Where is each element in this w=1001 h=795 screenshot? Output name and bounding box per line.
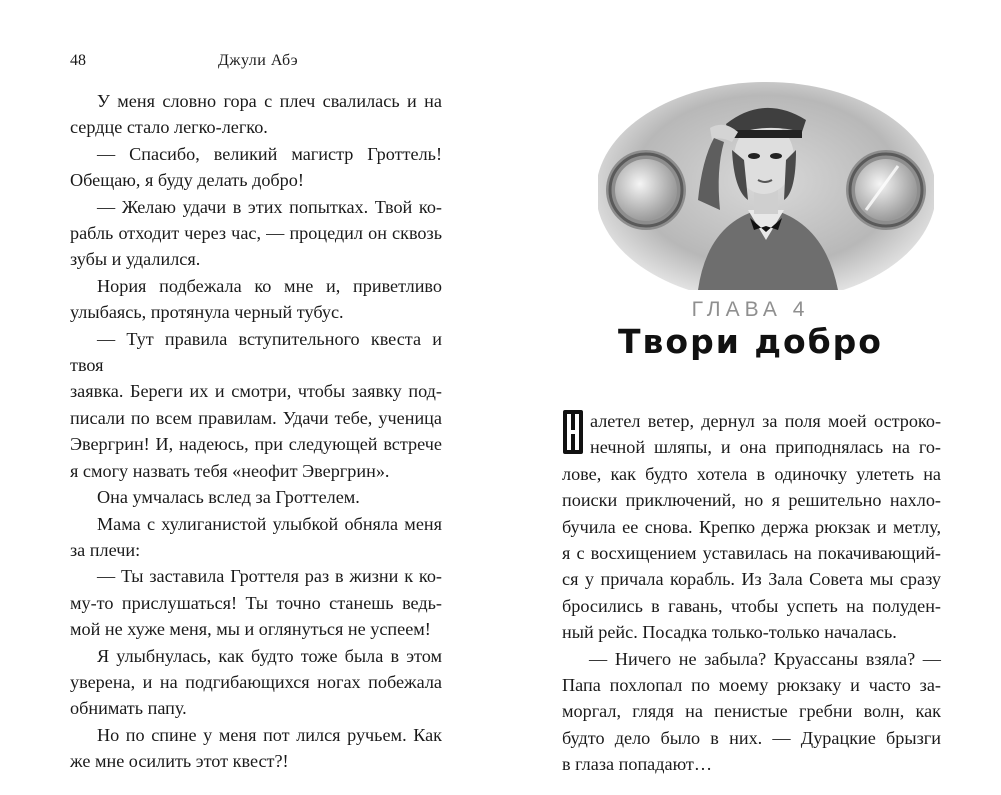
text-line: писали по всем правилам. Удачи тебе, ученица — [70, 407, 442, 428]
text-line: нечной шляпы, и она приподнялась на го- — [590, 437, 941, 458]
paragraph — [70, 326, 442, 484]
paragraph — [70, 563, 442, 642]
text-line: — Спасибо, великий магистр Гроттель! — [97, 143, 442, 164]
text-line: сердце стало легко-легко. — [70, 117, 268, 138]
text-line: му-то прислушаться! Ты точно станешь ведь- — [70, 592, 442, 613]
text-line: бучила ее снова. Крепко держа рюкзак и метлу, — [562, 516, 941, 537]
text-line: Но по спине у меня пот лился ручьем. Как — [97, 724, 442, 745]
text-line: я с восхищением уставилась на покачивающий- — [562, 543, 941, 564]
text-line: Обещаю, я буду делать добро! — [70, 170, 304, 191]
text-line: будто дело было в них. — Дурацкие брызги — [562, 727, 941, 748]
text-line: уверена, и на подгибающихся ногах побежала — [70, 671, 442, 692]
text-line: за плечи: — [70, 539, 141, 560]
paragraph — [562, 646, 941, 778]
right-page — [500, 0, 1001, 795]
text-line: алетел ветер, дернул за поля моей остроко- — [590, 411, 941, 431]
text-line: Папа похлопал по моему рюкзаку и часто за- — [562, 675, 941, 696]
left-page-body — [70, 88, 442, 775]
text-line: обнимать папу. — [70, 698, 187, 719]
left-porthole — [606, 150, 686, 230]
text-line: улыбаясь, протянула черный тубус. — [70, 302, 344, 323]
text-line: мой не хуже меня, мы и оглянуться не успеем! — [70, 619, 431, 640]
text-line: Мама с хулиганистой улыбкой обняла меня — [97, 513, 442, 534]
text-line: зубы и удалился. — [70, 249, 201, 270]
text-line: моргал, глядя на пенистые гребни волн, как — [562, 701, 941, 722]
paragraph — [70, 484, 442, 510]
text-line: Нория подбежала ко мне и, приветливо — [97, 275, 442, 296]
paragraph — [70, 141, 442, 194]
text-line: ся у причала корабль. Из Зала Совета мы сразу — [562, 569, 941, 590]
left-page — [0, 0, 500, 795]
paragraph — [70, 643, 442, 722]
running-head — [70, 52, 450, 72]
text-line: У меня словно гора с плеч свалилась и на — [97, 91, 442, 111]
paragraph — [562, 408, 941, 646]
text-line: бросились в гавань, чтобы успеть на полуден- — [562, 595, 941, 616]
text-line: в глаза попадают… — [562, 754, 713, 775]
drop-cap-letter: Н — [573, 437, 575, 439]
paragraph — [70, 88, 442, 141]
text-line: — Ты заставила Гроттеля раз в жизни к ко- — [97, 566, 442, 587]
page-number: 48 — [70, 52, 86, 69]
text-line: Эвергрин! И, надеюсь, при следующей встрече — [70, 434, 442, 455]
text-line: же мне осилить этот квест?! — [70, 751, 289, 772]
paragraph — [70, 194, 442, 273]
text-line: — Ничего не забыла? Круассаны взяла? — — [589, 648, 941, 669]
text-line: ный рейс. Посадка только-только началась. — [562, 622, 897, 643]
chapter-illustration — [598, 80, 934, 290]
book-author: Джули Абэ — [218, 52, 299, 69]
paragraph — [70, 722, 442, 775]
right-page-body — [562, 408, 941, 778]
chapter-title: Твори добро — [618, 322, 883, 361]
text-line: Она умчалась вслед за Гроттелем. — [97, 487, 360, 508]
paragraph — [70, 511, 442, 564]
text-line: — Желаю удачи в этих попытках. Твой ко- — [97, 196, 442, 217]
chapter-label: ГЛАВА 4 — [691, 298, 810, 321]
right-porthole — [846, 150, 926, 230]
text-line: лове, как будто хотела в одиночку улететь на — [562, 463, 941, 484]
text-line: я смогу назвать тебя «неофит Эвергрин». — [70, 460, 390, 481]
text-line: поиски приключений, но я решительно нахло- — [562, 490, 941, 511]
paragraph — [70, 273, 442, 326]
text-line: рабль отходит через час, — процедил он сквозь — [70, 223, 442, 244]
text-line: — Тут правила вступительного квеста и твоя — [70, 328, 442, 376]
text-line: Я улыбнулась, как будто тоже была в этом — [97, 645, 442, 666]
text-line: заявка. Береги их и смотри, чтобы заявку под- — [70, 381, 442, 402]
